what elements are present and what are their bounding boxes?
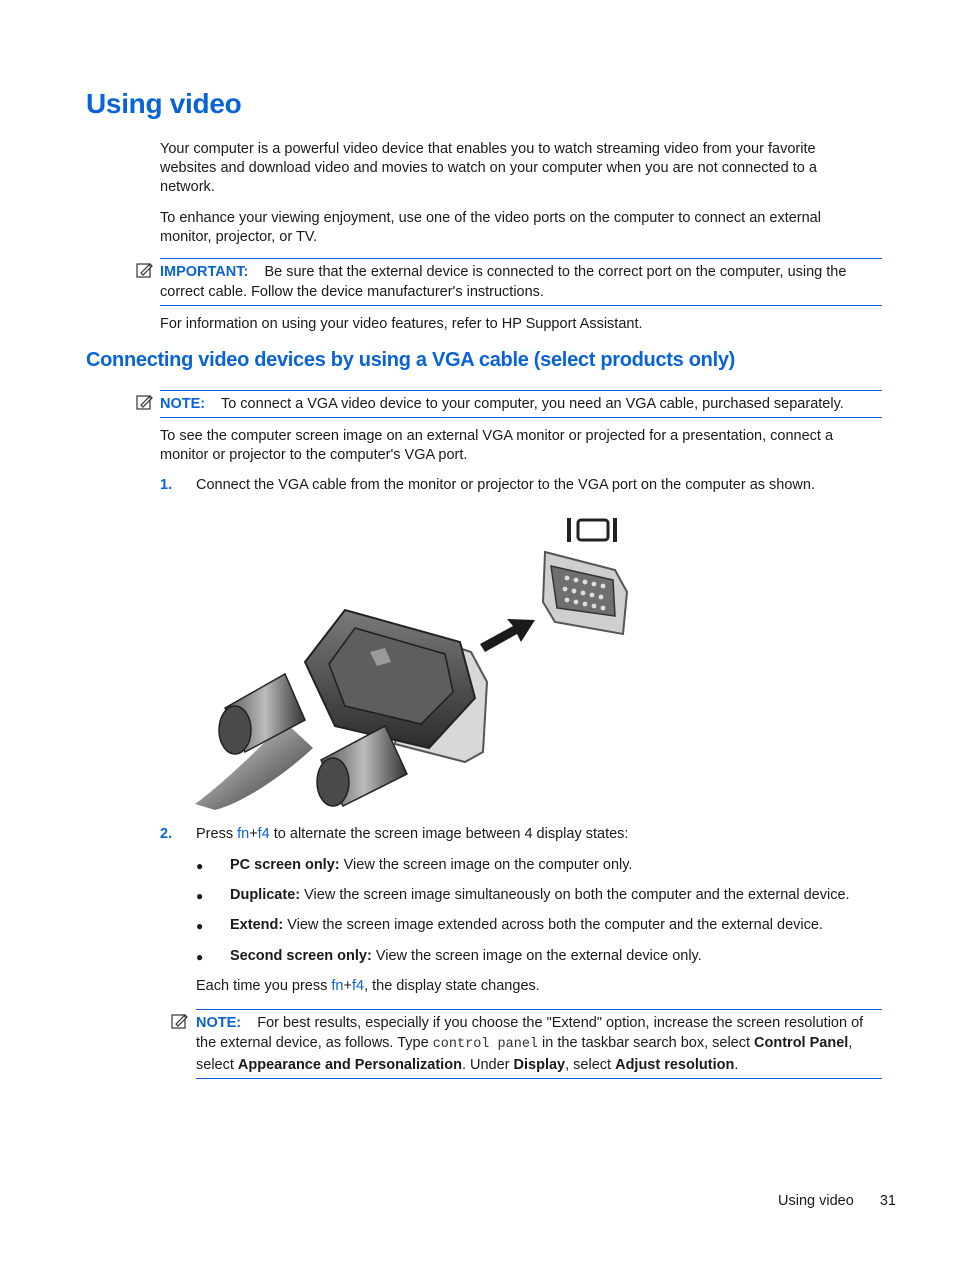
ui-control-panel: Control Panel (754, 1035, 849, 1051)
bullet-term: PC screen only: (230, 857, 340, 873)
ui-adjust-resolution: Adjust resolution (615, 1057, 735, 1073)
step-2-post: to alternate the screen image between 4 display states: (269, 826, 629, 842)
bullet-term: Second screen only: (230, 948, 372, 964)
code-control-panel: control panel (432, 1037, 539, 1052)
step-2-text (196, 826, 628, 842)
each-time-post: , the display state changes. (364, 978, 540, 994)
bullet-text: View the screen image simultaneously on both the computer and the external device. (300, 887, 850, 903)
important-note (160, 258, 882, 306)
step-1-number: 1. (160, 477, 173, 493)
footer-section: Using video (778, 1193, 854, 1209)
ui-display: Display (513, 1057, 566, 1073)
bullet-text: View the screen image on the external device only. (371, 948, 702, 964)
page-number: 31 (879, 1193, 896, 1209)
key-plus: + (249, 826, 258, 842)
bullet-text: View the screen image on the computer only. (339, 857, 633, 873)
note-text: For best results, especially if you choose the "Extend" option, increase the screen resolution of the external device, as follows. Type (196, 1015, 864, 1051)
page-footer (778, 1193, 896, 1209)
key-f4: f4 (351, 978, 365, 994)
vga-paragraph: To see the computer screen image on an external VGA monitor or projected for a presentation, connect a monitor or projector to the computer's VGA port. (160, 428, 834, 463)
vga-port-icon (567, 518, 617, 542)
bullet-extend (230, 917, 823, 933)
insert-arrow-icon (480, 619, 535, 652)
bullet-term: Extend: (230, 917, 284, 933)
important-label: IMPORTANT: (160, 264, 249, 280)
key-fn: fn (331, 978, 344, 994)
step-2-number: 2. (160, 826, 173, 842)
vga-connector (305, 610, 487, 762)
ui-appearance-personalization: Appearance and Personalization (237, 1057, 462, 1073)
each-time-text (196, 978, 540, 994)
note-text: . (734, 1057, 739, 1073)
bullet-second-screen-only (230, 948, 702, 964)
note-pencil-icon (136, 261, 154, 279)
vga-port (543, 552, 627, 634)
section-heading: Connecting video devices by using a VGA cable (select products only) (86, 349, 736, 371)
note-text: . Under (461, 1057, 514, 1073)
bullet-text: View the screen image extended across both the computer and the external device. (283, 917, 823, 933)
note-label: NOTE: (160, 396, 206, 412)
bullet-dot: ● (196, 859, 204, 873)
bullet-dot: ● (196, 950, 204, 964)
bullet-duplicate (230, 887, 850, 903)
important-text: Be sure that the external device is connected to the correct port on the computer, using the correct cable. Follow the device manufacturer's instructions. (160, 264, 847, 300)
note-vga-cable (160, 390, 882, 418)
note-pencil-icon (171, 1012, 189, 1030)
key-plus: + (343, 978, 352, 994)
note-text: To connect a VGA video device to your computer, you need an VGA cable, purchased separately. (220, 396, 844, 412)
intro-paragraph-1: Your computer is a powerful video device that enables you to watch streaming video from your favorite websites and download video and movies to watch on your computer when you are not connected to a network. (160, 141, 817, 195)
page-title: Using video (86, 88, 242, 119)
note-text: in the taskbar search box, select (538, 1035, 755, 1051)
intro-paragraph-2: To enhance your viewing enjoyment, use one of the video ports on the computer to connect an external monitor, projector, or TV. (160, 210, 821, 245)
bullet-term: Duplicate: (230, 887, 301, 903)
each-time-pre: Each time you press (196, 978, 332, 994)
note-text: , select (565, 1057, 616, 1073)
bullet-dot: ● (196, 889, 204, 903)
step-1-text: Connect the VGA cable from the monitor or projector to the VGA port on the computer as shown. (196, 477, 815, 493)
step-2-pre: Press (196, 826, 238, 842)
note-screen-resolution (196, 1009, 882, 1079)
note-pencil-icon (136, 393, 154, 411)
vga-connection-illustration (195, 512, 635, 810)
support-paragraph: For information on using your video features, refer to HP Support Assistant. (160, 316, 643, 332)
bullet-dot: ● (196, 919, 204, 933)
bullet-pc-screen-only (230, 857, 632, 873)
key-fn: fn (237, 826, 250, 842)
key-f4: f4 (257, 826, 270, 842)
note-text: , select (196, 1035, 853, 1073)
note-label: NOTE: (196, 1015, 242, 1031)
